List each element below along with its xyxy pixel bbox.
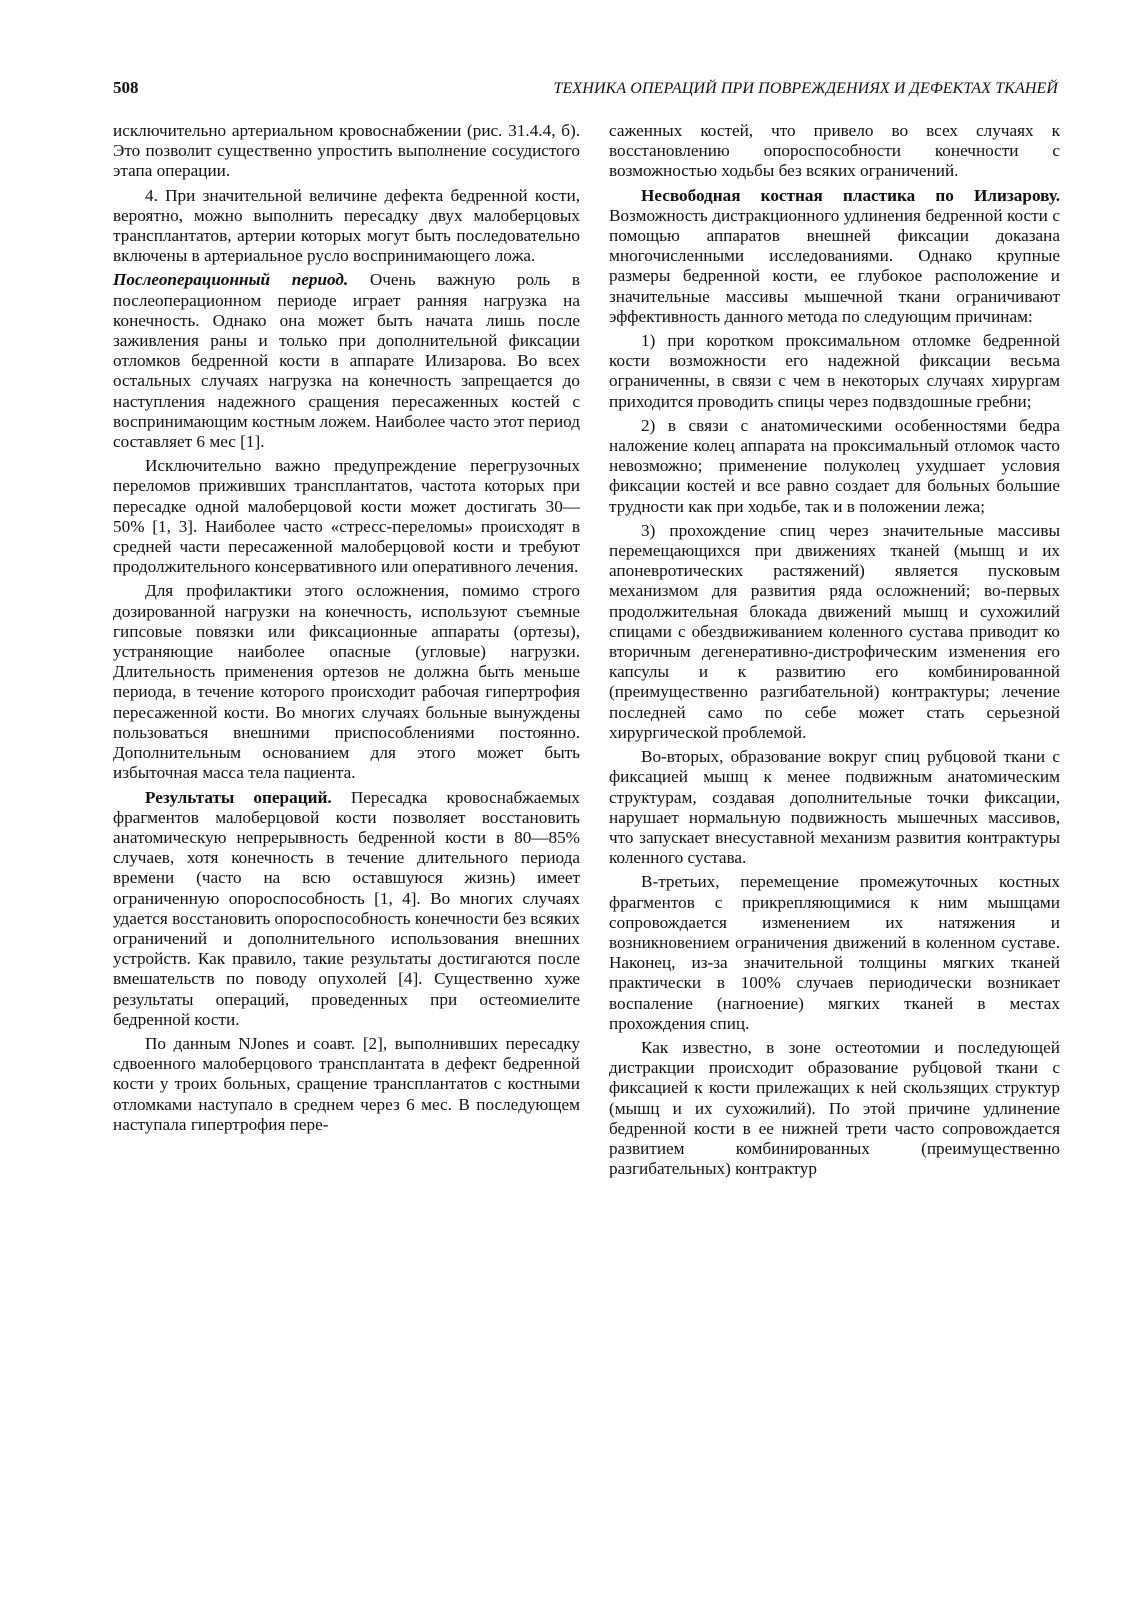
paragraph xyxy=(113,270,580,452)
paragraph: 1) при коротком проксимальном отломке бедренной кости возможности его надежной фиксации весьма ограниченны, в связи с чем в некоторых случаях хирургам приходится проводить спицы через подвздошные гребни; xyxy=(609,331,1060,411)
paragraph: 4. При значительной величине дефекта бедренной кости, вероятно, можно выполнить пересадку двух малоберцовых трансплантатов, артерии которых могут быть последовательно включены в артериальное русло воспринимающего ложа. xyxy=(113,185,580,266)
paragraph: 3) прохождение спиц через значительные массивы перемещающихся при движениях тканей (мышц и их апоневротических растяжений) является пусковым механизмом для развития ряда осложнений; во-первых продолжительная блокада движений мышц и сухожилий спицами с обездвиживанием коленного сустава приводит ко вторичным дегенеративно-дистрофическим изменения его капсулы и к развитию его комбинированной (преимущественно разгибательной) контрактуры; лечение последней само по себе может стать серьезной хирургической проблемой. xyxy=(609,520,1060,742)
right-column xyxy=(609,121,1060,1183)
paragraph xyxy=(113,788,580,1030)
paragraph-text: Возможность дистракционного удлинения бедренной кости с помощью аппаратов внешней фиксации доказана многочисленными исследованиями. Однако крупные размеры бедренной кости, ее глубокое расположение и значительные массивы мышечной ткани ограничивают эффективность данного метода по следующим причинам: xyxy=(609,205,1060,326)
paragraph: Исключительно важно предупреждение перегрузочных переломов приживших трансплантатов, частота которых при пересадке одной малоберцовой кости может достигать 30—50% [1, 3]. Наиболее часто «стресс-переломы» происходят в средней части пересаженной малоберцовой кости и требуют продолжительного консервативного или оперативного лечения. xyxy=(113,456,580,577)
running-title: ТЕХНИКА ОПЕРАЦИЙ ПРИ ПОВРЕЖДЕНИЯХ И ДЕФЕКТАХ ТКАНЕЙ xyxy=(553,80,1058,97)
page-header xyxy=(113,78,1058,104)
paragraph-text: Очень важную роль в послеоперационном периоде играет ранняя нагрузка на конечность. Однако она может быть начата лишь после заживления раны и только при дополнительной фиксации отломков бедренной кости в аппарате Илизарова. Во всех остальных случаях нагрузка на конечность запрещается до наступления надежного сращения пересаженных костей с воспринимающим костным ложем. Наиболее часто этот период составляет 6 мес [1]. xyxy=(113,270,580,452)
paragraph: исключительно артериальном кровоснабжении (рис. 31.4.4, б). Это позволит существенно упростить выполнение сосудистого этапа операции. xyxy=(113,121,580,181)
section-heading: Послеоперационный период. xyxy=(113,270,349,290)
section-heading: Несвободная костная пластика по Илизарову. xyxy=(641,185,1060,205)
left-column xyxy=(113,121,580,1139)
section-heading: Результаты операций. xyxy=(145,787,332,807)
paragraph xyxy=(609,186,1060,327)
paragraph-text: Пересадка кровоснабжаемых фрагментов малоберцовой кости позволяет восстановить анатомическую непрерывность бедренной кости в 80—85% случаев, хотя конечность в течение длительного периода времени (часто на всю оставшуюся жизнь) имеет ограниченную опороспособность [1, 4]. Во многих случаях удается восстановить опороспособность конечности без всяких ограничений и дополнительного использования внешних устройств. Как правило, такие результаты достигаются после вмешательств по поводу опухолей [4]. Существенно хуже результаты операций, проведенных при остеомиелите бедренной кости. xyxy=(113,787,581,1029)
paragraph: саженных костей, что привело во всех случаях к восстановлению опороспособности конечности с возможностью ходьбы без всяких ограничений. xyxy=(609,121,1060,181)
paragraph: 2) в связи с анатомическими особенностями бедра наложение колец аппарата на проксимальный отломок часто невозможно; применение полуколец ухудшает условия фиксации костей и все равно создает для больных большие трудности как при ходьбе, так и в положении лежа; xyxy=(609,415,1060,516)
paragraph: Как известно, в зоне остеотомии и последующей дистракции происходит образование рубцовой ткани с фиксацией к кости прилежащих к ней скользящих структур (мышц и их сухожилий). По этой причине удлинение бедренной кости в ее нижней трети часто сопровождается развитием комбинированных (преимущественно разгибательных) контрактур xyxy=(609,1037,1060,1179)
paragraph: По данным NJones и соавт. [2], выполнивших пересадку сдвоенного малоберцового трансплантата в дефект бедренной кости у троих больных, сращение трансплантатов с костными отломками наступало в среднем через 6 мес. В последующем наступала гипертрофия пере- xyxy=(113,1033,580,1134)
paragraph: В-третьих, перемещение промежуточных костных фрагментов с прикрепляющимися к ним мышцами сопровождается изменением их натяжения и возникновением ограничения движений в коленном суставе. Наконец, из-за значительной толщины мягких тканей практически в 100% случаев периодически возникает воспаление (нагноение) мягких тканей в местах прохождения спиц. xyxy=(609,872,1060,1033)
page-number: 508 xyxy=(113,78,139,97)
paragraph: Для профилактики этого осложнения, помимо строго дозированной нагрузки на конечность, используют съемные гипсовые повязки или фиксационные аппараты (ортезы), устраняющие наиболее опасные (угловые) нагрузки. Длительность применения ортезов не должна быть меньше периода, в течение которого происходит рабочая гипертрофия пересаженной кости. Во многих случаях больные вынуждены пользоваться внешними приспособлениями постоянно. Дополнительным основанием для этого может быть избыточная масса тела пациента. xyxy=(113,581,580,783)
paragraph: Во-вторых, образование вокруг спиц рубцовой ткани с фиксацией мышц к менее подвижным анатомическим структурам, создавая дополнительные точки фиксации, нарушает нормальную подвижность мышечных массивов, что запускает внесуставной механизм развития контрактуры коленного сустава. xyxy=(609,747,1060,868)
